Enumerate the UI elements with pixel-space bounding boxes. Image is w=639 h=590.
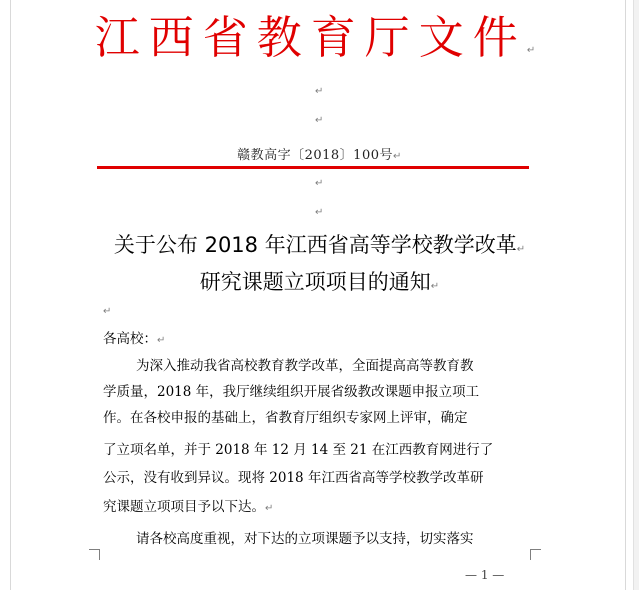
- salutation: [103, 327, 165, 347]
- paragraph-mark-icon: ↵: [103, 306, 112, 317]
- notice-title-text-2: 研究课题立项项目的通知: [199, 270, 431, 294]
- document-header-title: [0, 8, 639, 68]
- notice-title-line-1: [0, 229, 639, 259]
- document-number-text: 赣教高字〔2018〕100号: [237, 148, 393, 163]
- paragraph-mark-icon: ↵: [526, 45, 545, 56]
- paragraph-mark-icon: ↵: [315, 86, 324, 97]
- paragraph-mark-icon: ↵: [265, 503, 274, 514]
- margin-corner-mark-left: [89, 549, 100, 560]
- body-line-5: 公示，没有收到异议。现将 2018 年江西省高等学校教学改革研: [103, 470, 484, 486]
- body-line-7: 请各校高度重视，对下达的立项课题予以支持，切实落实: [136, 531, 474, 547]
- document-number: [0, 144, 639, 163]
- paragraph-mark-icon: ↵: [315, 207, 324, 218]
- paragraph-mark-icon: ↵: [315, 178, 324, 189]
- body-line-4: 了立项名单，并于 2018 年 12 月 14 至 21 在江西教育网进行了: [103, 442, 494, 458]
- body-line-2: 学质量，2018 年，我厅继续组织开展省级教改课题申报立项工: [103, 384, 480, 400]
- margin-corner-mark-right: [530, 549, 541, 560]
- red-separator-line: [97, 166, 529, 169]
- paragraph-mark-icon: ↵: [157, 335, 166, 346]
- paragraph-mark-icon: ↵: [393, 151, 402, 162]
- notice-title-line-2: [0, 266, 639, 296]
- vertical-scrollbar[interactable]: [633, 0, 639, 590]
- page-number-text: — 1 —: [465, 568, 505, 582]
- paragraph-mark-icon: ↵: [315, 115, 324, 126]
- body-line-6: [103, 495, 273, 515]
- notice-title-text-1: 关于公布 2018 年江西省高等学校教学改革: [113, 233, 517, 257]
- paragraph-mark-icon: ↵: [516, 244, 526, 255]
- salutation-text: 各高校：: [103, 331, 157, 347]
- body-line-6-text: 究课题立项项目予以下达。: [103, 499, 265, 515]
- body-line-3: 作。在各校申报的基础上，省教育厅组织专家网上评审，确定: [103, 410, 468, 426]
- page-number-footer: [465, 568, 504, 582]
- header-title-text: 江西省教育厅文件: [94, 11, 527, 64]
- paragraph-mark-icon: ↵: [430, 281, 440, 292]
- body-line-1: 为深入推动我省高校教育教学改革，全面提高高等教育教: [136, 358, 474, 374]
